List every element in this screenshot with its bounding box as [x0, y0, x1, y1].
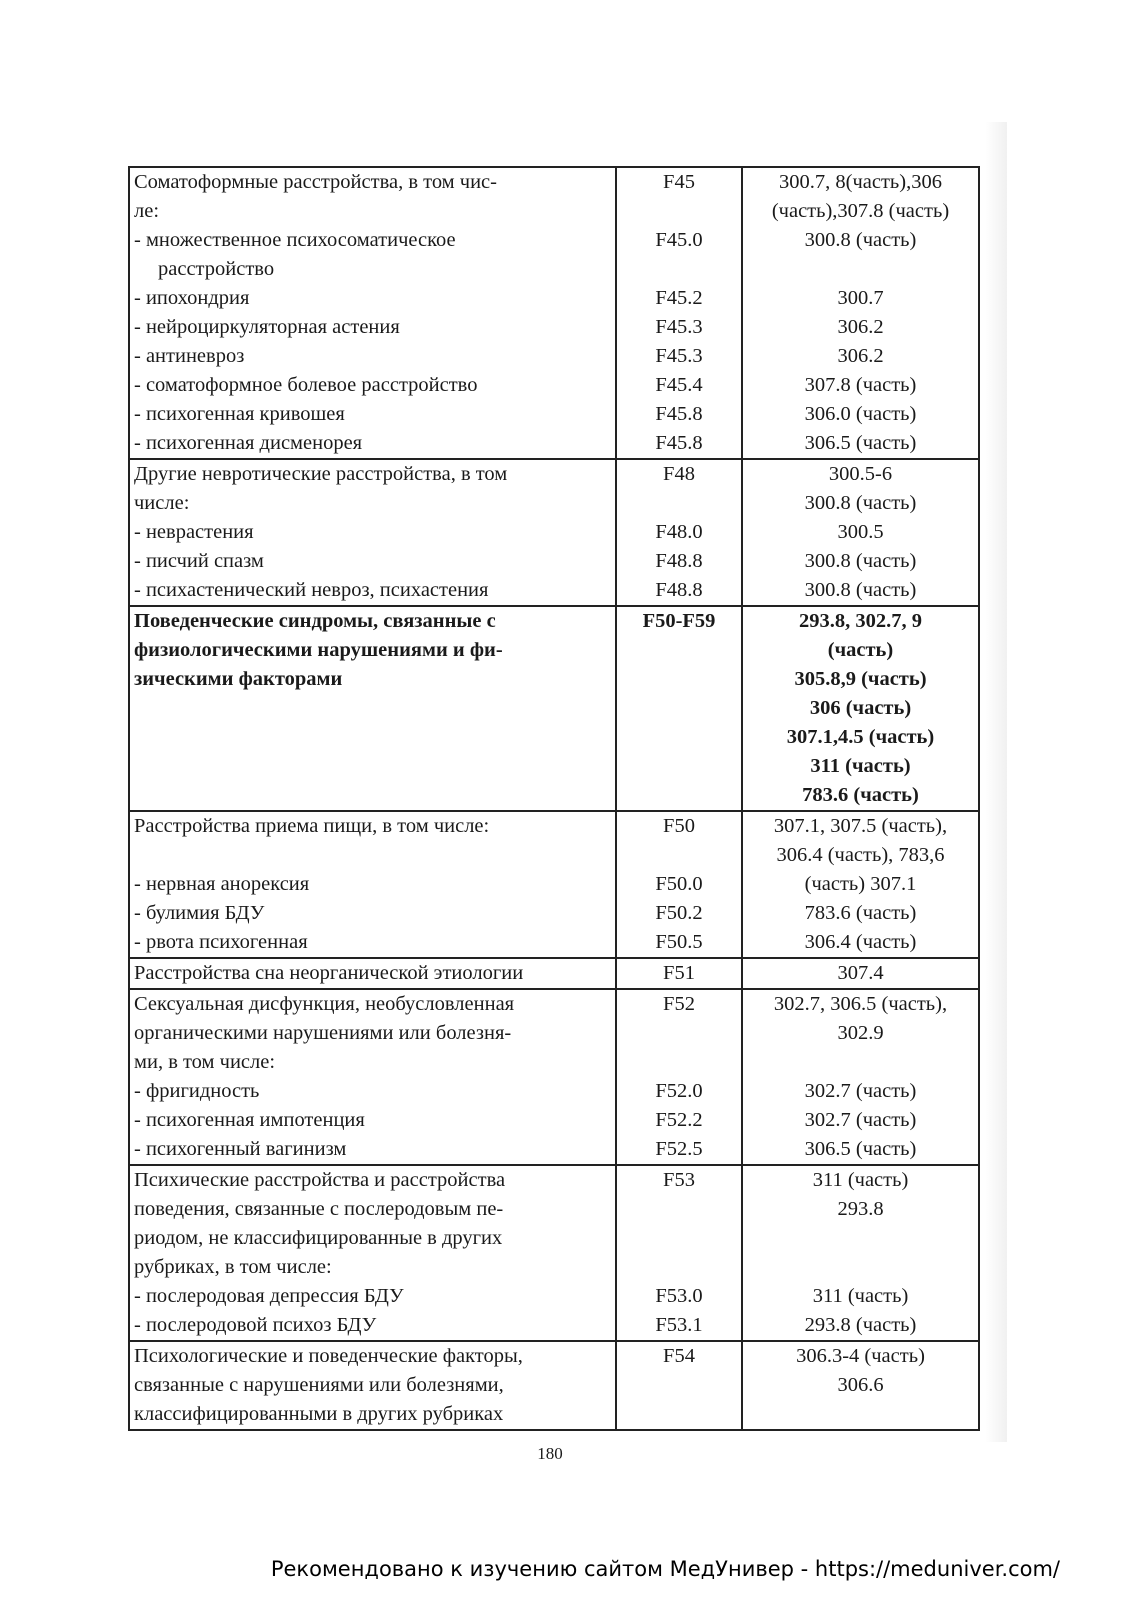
icd9-code-line: 302.7, 306.5 (часть), [773, 993, 948, 1015]
icd9-code-line: 307.4 [837, 962, 884, 984]
diagnosis-name-line: органическими нарушениями или болезня- [134, 1022, 512, 1044]
icd9-code-cell [742, 459, 979, 518]
icd9-code-line: 306.4 (часть) [804, 931, 917, 953]
icd9-code-line: 307.8 (часть) [804, 374, 917, 396]
diagnosis-name-cell [129, 1077, 616, 1106]
icd9-code-line: (часть) [827, 639, 894, 661]
icd10-code-cell [616, 429, 742, 459]
diagnosis-name-line: Расстройства приема пищи, в том числе: [134, 815, 490, 837]
group-header-row [129, 1165, 979, 1282]
subitem-row [129, 313, 979, 342]
icd10-code: F52.0 [655, 1080, 703, 1102]
icd10-code: F50.0 [655, 873, 703, 895]
icd10-code-cell [616, 518, 742, 547]
diagnosis-name-line: зическими факторами [134, 668, 343, 690]
page-number: 180 [537, 1444, 563, 1463]
icd10-code: F53.1 [655, 1314, 703, 1336]
diagnosis-name-cell [129, 1282, 616, 1311]
icd9-code-line: 293.8 (часть) [804, 1314, 917, 1336]
icd10-code: F45.4 [655, 374, 703, 396]
icd10-code: F45.8 [655, 432, 703, 454]
icd9-code-cell [742, 1311, 979, 1341]
diagnosis-name-line: числе: [134, 492, 190, 514]
icd9-code-line: 306.5 (часть) [804, 1138, 917, 1160]
icd9-code-line: 300.7, 8(часть),306 [779, 171, 942, 193]
subitem-row [129, 518, 979, 547]
icd10-code: F48.8 [655, 579, 703, 601]
icd9-code-line: 300.5 [837, 521, 884, 543]
diagnosis-name-line: Другие невротические расстройства, в том [134, 463, 508, 485]
diagnosis-name-line: классифицированными в других рубриках [134, 1403, 504, 1425]
icd9-code-line: 293.8 [837, 1198, 884, 1220]
icd9-code-cell [742, 1077, 979, 1106]
diagnosis-name-line: Соматоформные расстройства, в том чис- [134, 171, 497, 193]
group-header-row [129, 989, 979, 1077]
diagnosis-name-cell [129, 870, 616, 899]
icd9-code-line: 300.8 (часть) [804, 579, 917, 601]
diagnosis-name-cell [129, 547, 616, 576]
diagnosis-name-line: - писчий спазм [134, 550, 264, 572]
icd10-code-cell [616, 1077, 742, 1106]
icd9-code-cell [742, 1135, 979, 1165]
diagnosis-name-line: расстройство [158, 258, 275, 280]
icd10-code: F50 [663, 815, 695, 837]
diagnosis-name-line: - соматоформное болевое расстройство [134, 374, 478, 396]
scan-shadow [985, 122, 1007, 1442]
icd9-code-line: 302.7 (часть) [804, 1109, 917, 1131]
group-header-row [129, 811, 979, 870]
icd9-code-cell [742, 167, 979, 226]
diagnosis-name-cell [129, 1341, 616, 1430]
icd9-code-line: 306.3-4 (часть) [796, 1345, 925, 1367]
diagnosis-name-line: - послеродовая депрессия БДУ [134, 1285, 404, 1307]
subitem-row [129, 1282, 979, 1311]
icd9-code-cell [742, 429, 979, 459]
subitem-row [129, 576, 979, 606]
icd10-code: F48.8 [655, 550, 703, 572]
diagnosis-name-line: - нервная анорексия [134, 873, 310, 895]
icd10-code-cell [616, 958, 742, 989]
diagnosis-name-line: - психогенный вагинизм [134, 1138, 347, 1160]
icd9-code-line: 300.8 (часть) [804, 229, 917, 251]
icd9-code-line: 307.1, 307.5 (часть), [773, 815, 948, 837]
icd10-code-cell [616, 1165, 742, 1282]
diagnosis-name-line: - послеродовой психоз БДУ [134, 1314, 377, 1336]
icd10-code: F54 [663, 1345, 695, 1367]
icd10-code-cell [616, 811, 742, 870]
diagnosis-name-cell [129, 1165, 616, 1282]
icd10-code-cell [616, 371, 742, 400]
icd10-code: F45.2 [655, 287, 703, 309]
icd9-code-cell [742, 226, 979, 284]
diagnosis-name-cell [129, 459, 616, 518]
icd10-code-cell [616, 459, 742, 518]
icd10-code: F50.5 [655, 931, 703, 953]
diagnosis-name-line: Психологические и поведенческие факторы, [134, 1345, 523, 1367]
diagnosis-name-cell [129, 167, 616, 226]
icd10-code-cell [616, 1282, 742, 1311]
diagnosis-name-line: Расстройства сна неорганической этиологии [134, 962, 524, 984]
icd10-code: F45.8 [655, 403, 703, 425]
icd10-code-cell [616, 226, 742, 284]
icd10-code: F52.5 [655, 1138, 703, 1160]
diagnosis-name-line: - психогенная дисменорея [134, 432, 363, 454]
icd10-code-cell [616, 1311, 742, 1341]
icd9-code-line: 300.5-6 [828, 463, 893, 485]
icd10-code: F53.0 [655, 1285, 703, 1307]
icd9-code-cell [742, 870, 979, 899]
icd10-code-cell [616, 400, 742, 429]
icd10-code: F45 [663, 171, 695, 193]
diagnosis-name-cell [129, 226, 616, 284]
icd9-code-cell [742, 284, 979, 313]
icd9-code-line: (часть) 307.1 [804, 873, 917, 895]
diagnosis-name-cell [129, 1106, 616, 1135]
icd9-code-line: (часть),307.8 (часть) [771, 200, 950, 222]
icd9-code-cell [742, 1106, 979, 1135]
diagnosis-name-cell [129, 342, 616, 371]
icd10-code: F52.2 [655, 1109, 703, 1131]
icd10-code: F48.0 [655, 521, 703, 543]
icd9-code-cell [742, 606, 979, 811]
diagnosis-name-line: физиологическими нарушениями и фи- [134, 639, 503, 661]
subitem-row [129, 226, 979, 284]
icd10-code-cell [616, 547, 742, 576]
subitem-row [129, 547, 979, 576]
icd9-code-cell [742, 371, 979, 400]
icd9-code-cell [742, 1341, 979, 1430]
icd9-code-line: 306.0 (часть) [804, 403, 917, 425]
icd9-code-line: 306.2 [837, 316, 884, 338]
subitem-row [129, 1311, 979, 1341]
icd10-code: F53 [663, 1169, 695, 1191]
diagnosis-name-line: Поведенческие синдромы, связанные с [134, 610, 496, 632]
icd9-code-line: 783.6 (часть) [802, 784, 919, 806]
subitem-row [129, 284, 979, 313]
icd9-code-cell [742, 811, 979, 870]
site-footer: Рекомендовано к изучению сайтом МедУнивер - https://meduniver.com/ [270, 1557, 1060, 1581]
group-header-row [129, 1341, 979, 1430]
diagnosis-name-cell [129, 1311, 616, 1341]
diagnosis-name-line: - множественное психосоматическое [134, 229, 456, 251]
diagnosis-name-line: - фригидность [134, 1080, 260, 1102]
diagnosis-name-cell [129, 928, 616, 958]
icd10-code-cell [616, 1341, 742, 1430]
group-header-row [129, 958, 979, 989]
diagnosis-name-cell [129, 284, 616, 313]
icd9-code-cell [742, 400, 979, 429]
icd9-code-cell [742, 1282, 979, 1311]
diagnosis-name-line: - психогенная импотенция [134, 1109, 365, 1131]
group-header-row [129, 459, 979, 518]
group-header-row [129, 606, 979, 811]
subitem-row [129, 342, 979, 371]
icd9-code-line: 305.8,9 (часть) [794, 668, 927, 690]
diagnosis-name-cell [129, 811, 616, 870]
icd10-code-cell [616, 606, 742, 811]
icd-table [128, 166, 980, 1431]
subitem-row [129, 371, 979, 400]
icd10-code: F45.0 [655, 229, 703, 251]
icd9-code-line: 293.8, 302.7, 9 [799, 610, 922, 632]
icd10-code-cell [616, 313, 742, 342]
subitem-row [129, 1106, 979, 1135]
diagnosis-name-line: - рвота психогенная [134, 931, 308, 953]
icd10-code: F50.2 [655, 902, 703, 924]
diagnosis-name-line: ле: [134, 200, 160, 222]
icd10-code-cell [616, 1135, 742, 1165]
diagnosis-name-line: - неврастения [134, 521, 254, 543]
icd9-code-line: 300.8 (часть) [804, 550, 917, 572]
icd9-code-line: 311 (часть) [810, 755, 911, 777]
icd9-code-line: 306.6 [837, 1374, 884, 1396]
icd9-code-line: 302.9 [837, 1022, 884, 1044]
group-header-row [129, 167, 979, 226]
diagnosis-name-cell [129, 989, 616, 1077]
diagnosis-name-line: рубриках, в том числе: [134, 1256, 332, 1278]
icd10-code-cell [616, 899, 742, 928]
icd9-code-cell [742, 958, 979, 989]
icd9-code-line: 783.6 (часть) [804, 902, 917, 924]
icd9-code-line: 306.4 (часть), 783,6 [776, 844, 945, 866]
diagnosis-name-cell [129, 429, 616, 459]
diagnosis-name-line: Психические расстройства и расстройства [134, 1169, 506, 1191]
diagnosis-name-line: Сексуальная дисфункция, необусловленная [134, 993, 515, 1015]
icd10-code: F45.3 [655, 345, 703, 367]
icd9-code-cell [742, 1165, 979, 1282]
icd10-code-cell [616, 989, 742, 1077]
icd10-code: F48 [663, 463, 695, 485]
subitem-row [129, 429, 979, 459]
diagnosis-name-cell [129, 518, 616, 547]
icd9-code-cell [742, 313, 979, 342]
icd10-code: F45.3 [655, 316, 703, 338]
subitem-row [129, 400, 979, 429]
icd9-code-line: 306.5 (часть) [804, 432, 917, 454]
icd-table-body [129, 167, 979, 1430]
diagnosis-name-cell [129, 313, 616, 342]
subitem-row [129, 1077, 979, 1106]
icd10-code: F52 [663, 993, 695, 1015]
diagnosis-name-line: - нейроциркуляторная астения [134, 316, 400, 338]
diagnosis-name-line: риодом, не классифицированные в других [134, 1227, 503, 1249]
diagnosis-name-line: - психогенная кривошея [134, 403, 345, 425]
icd10-code-cell [616, 576, 742, 606]
icd10-code-cell [616, 928, 742, 958]
icd9-code-cell [742, 989, 979, 1077]
icd10-code: F51 [663, 962, 695, 984]
icd10-code-cell [616, 284, 742, 313]
diagnosis-name-cell [129, 899, 616, 928]
subitem-row [129, 899, 979, 928]
icd9-code-line: 311 (часть) [812, 1169, 909, 1191]
diagnosis-name-cell [129, 371, 616, 400]
diagnosis-name-line: - психастенический невроз, психастения [134, 579, 489, 601]
icd9-code-line: 306 (часть) [809, 697, 912, 719]
diagnosis-name-line: поведения, связанные с послеродовым пе- [134, 1198, 504, 1220]
icd9-code-cell [742, 547, 979, 576]
subitem-row [129, 1135, 979, 1165]
icd9-code-line: 300.8 (часть) [804, 492, 917, 514]
icd10-code-cell [616, 342, 742, 371]
icd9-code-line: 306.2 [837, 345, 884, 367]
icd9-code-line: 300.7 [837, 287, 884, 309]
diagnosis-name-line: - булимия БДУ [134, 902, 265, 924]
diagnosis-name-cell [129, 1135, 616, 1165]
icd9-code-cell [742, 576, 979, 606]
subitem-row [129, 928, 979, 958]
icd9-code-line: 307.1,4.5 (часть) [786, 726, 935, 748]
diagnosis-name-line: - ипохондрия [134, 287, 250, 309]
diagnosis-name-line: - антиневроз [134, 345, 245, 367]
diagnosis-name-line: связанные с нарушениями или болезнями, [134, 1374, 504, 1396]
diagnosis-name-cell [129, 400, 616, 429]
subitem-row [129, 870, 979, 899]
icd9-code-cell [742, 342, 979, 371]
diagnosis-name-cell [129, 606, 616, 811]
icd9-code-cell [742, 518, 979, 547]
icd10-code-cell [616, 1106, 742, 1135]
icd10-code-cell [616, 167, 742, 226]
diagnosis-name-line: ми, в том числе: [134, 1051, 276, 1073]
diagnosis-name-cell [129, 958, 616, 989]
icd10-code-cell [616, 870, 742, 899]
icd9-code-cell [742, 899, 979, 928]
icd10-code: F50-F59 [642, 610, 716, 632]
icd9-code-line: 302.7 (часть) [804, 1080, 917, 1102]
icd9-code-line: 311 (часть) [812, 1285, 909, 1307]
icd9-code-cell [742, 928, 979, 958]
diagnosis-name-cell [129, 576, 616, 606]
